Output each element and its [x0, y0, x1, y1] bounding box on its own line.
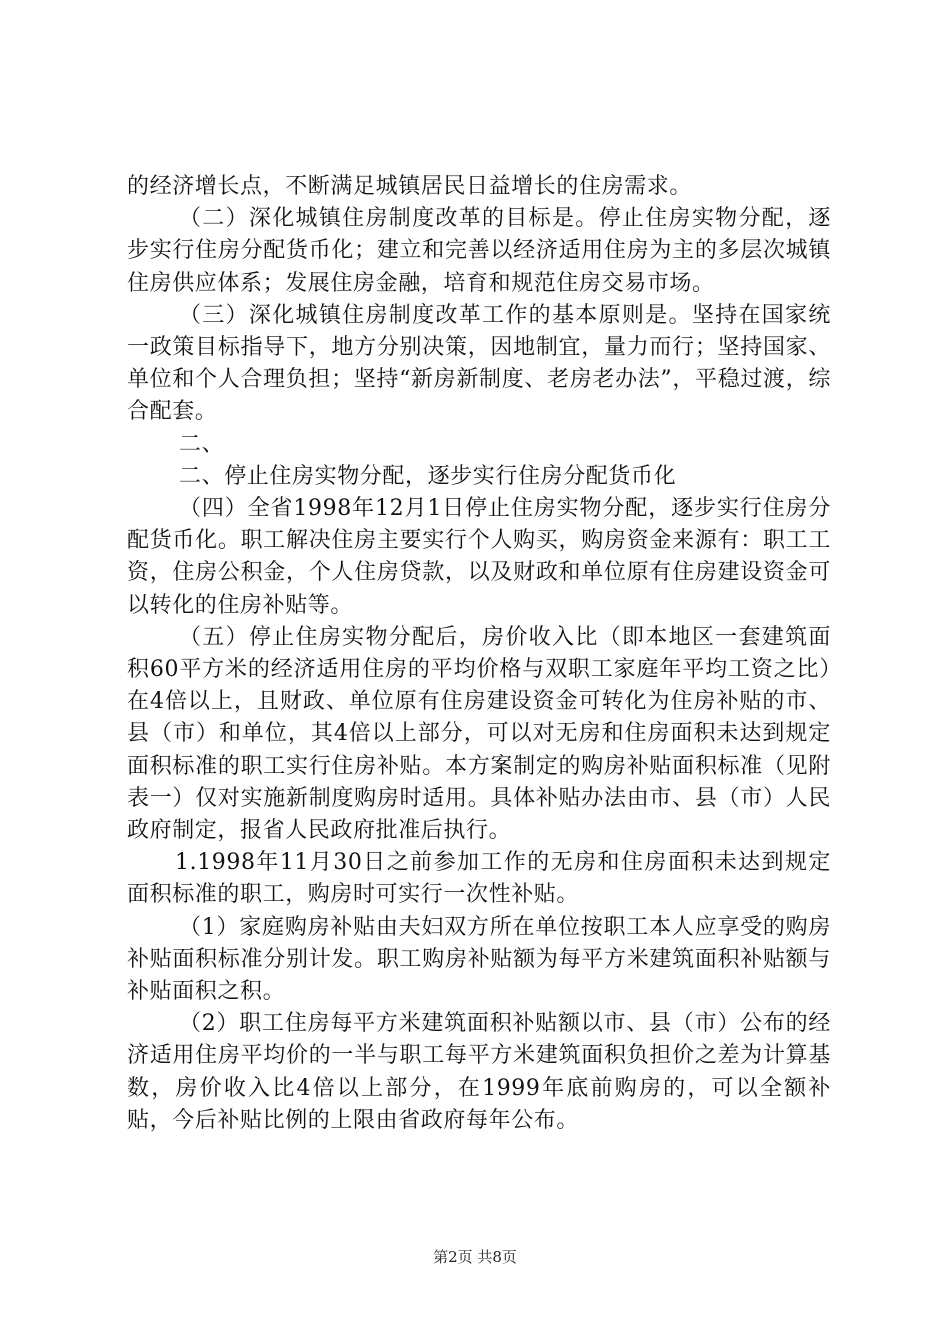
page-footer: 第2页 共8页: [433, 1248, 517, 1266]
section-number: 二、: [179, 431, 225, 457]
paragraph-price-income-ratio: （五）停止住房实物分配后，房价收入比（即本地区一套建筑面积60平方米的经济适用住房的平均价格与双职工家庭年平均工资之比）在4倍以上，且财政、单位原有住房建设资金可转化为住房补贴的市、县（市）和单位，其4倍以上部分，可以对无房和住房面积未达到规定面积标准的职工实行住房补贴。本方案制定的购房补贴面积标准（见附表一）仅对实施新制度购房时适用。具体补贴办法由市、县（市）人民政府制定，报省人民政府批准后执行。: [127, 624, 831, 844]
section-heading: 二、停止住房实物分配，逐步实行住房分配货币化: [179, 463, 677, 489]
paragraph-item-1: 1.1998年11月30日之前参加工作的无房和住房面积未达到规定面积标准的职工，购房时可实行一次性补贴。: [127, 850, 831, 908]
paragraph-continuation: 的经济增长点，不断满足城镇居民日益增长的住房需求。: [127, 174, 693, 199]
paragraph-subitem-1: （1）家庭购房补贴由夫妇双方所在单位按职工本人应享受的购房补贴面积标准分别计发。职工购房补贴额为每平方米建筑面积补贴额与补贴面积之积。: [127, 914, 831, 1005]
paragraph-stop-allocation: （四）全省1998年12月1日停止住房实物分配，逐步实行住房分配货币化。职工解决住房主要实行个人购买，购房资金来源有：职工工资，住房公积金，个人住房贷款，以及财政和单位原有住房建设资金可以转化的住房补贴等。: [127, 496, 831, 618]
paragraph-subitem-2: （2）职工住房每平方米建筑面积补贴额以市、县（市）公布的经济适用住房平均价的一半与职工每平方米建筑面积负担价之差为计算基数，房价收入比4倍以上部分，在1999年底前购房的，可以全额补贴，今后补贴比例的上限由省政府每年公布。: [127, 1011, 831, 1133]
paragraph-principles: （三）深化城镇住房制度改革工作的基本原则是。坚持在国家统一政策目标指导下，地方分别决策，因地制宜，量力而行；坚持国家、单位和个人合理负担；坚持“新房新制度、老房老办法”，平稳过渡，综合配套。: [127, 302, 831, 425]
document-body: [127, 171, 831, 1137]
paragraph-goal: （二）深化城镇住房制度改革的目标是。停止住房实物分配，逐步实行住房分配货币化；建立和完善以经济适用住房为主的多层次城镇住房供应体系；发展住房金融，培育和规范住房交易市场。: [127, 206, 831, 296]
